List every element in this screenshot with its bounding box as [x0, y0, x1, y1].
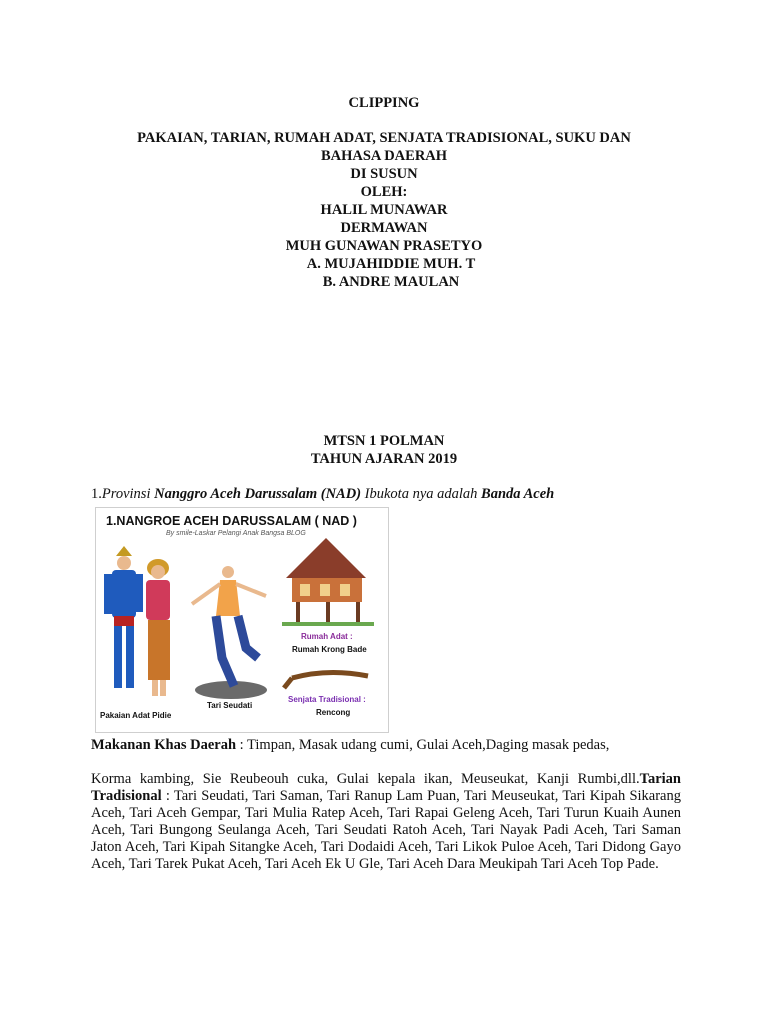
rencong-drawing	[284, 672, 368, 688]
cover-title	[0, 94, 768, 112]
clipping-title: CLIPPING	[348, 95, 420, 111]
makanan-label: Makanan Khas Daerah	[91, 737, 237, 753]
tarian-paragraph	[91, 771, 681, 873]
caption-rumah-adat-value: Rumah Krong Bade	[292, 645, 367, 654]
man-figure	[104, 546, 143, 688]
woman-figure	[146, 559, 170, 696]
author-name: DERMAWAN	[340, 220, 428, 236]
section-heading	[91, 486, 554, 503]
province-illustration	[95, 507, 389, 733]
tarian-label: Tarian Tradisional	[91, 771, 681, 804]
by-line: OLEH:	[360, 184, 408, 200]
caption-senjata-value: Rencong	[316, 708, 351, 717]
author-name: HALIL MUNAWAR	[320, 202, 448, 218]
school-name: MTSN 1 POLMAN	[323, 433, 445, 449]
province-name: Nanggro Aceh Darussalam (NAD)	[154, 486, 362, 502]
figure-title: 1.NANGROE ACEH DARUSSALAM ( NAD )	[106, 514, 357, 528]
caption-senjata-label: Senjata Tradisional :	[288, 695, 366, 704]
author-name: MUH GUNAWAN PRASETYO	[285, 238, 483, 254]
provinsi-label: Provinsi	[101, 486, 155, 502]
section-number: 1.	[91, 486, 102, 502]
cover-footer	[0, 432, 768, 468]
author-name: B. ANDRE MAULAN	[322, 274, 460, 290]
subject-line: PAKAIAN, TARIAN, RUMAH ADAT, SENJATA TRADISIONAL, SUKU DAN	[137, 130, 631, 146]
rumah-adat-drawing	[282, 538, 374, 626]
makanan-paragraph	[91, 737, 681, 754]
dancer-figure	[192, 566, 267, 699]
academic-year: TAHUN AJARAN 2019	[310, 451, 458, 467]
author-name: A. MUJAHIDDIE MUH. T	[306, 256, 476, 272]
caption-rumah-adat-label: Rumah Adat :	[301, 632, 353, 641]
caption-tari: Tari Seudati	[207, 701, 253, 710]
tarian-list: : Tari Seudati, Tari Saman, Tari Ranup Lam Puan, Tari Meuseukat, Tari Kipah Sikarang Aceh, Tari Aceh Gempar, Tari Mulia Ratep Aceh, Tari Rapai Geleng Aceh, Tari Turun Kuaih Aunen Aceh, Tari Bungong Seulanga Aceh, Tari Seudati Ratoh Aceh, Tari Nayak Padi Aceh, Tari Saman Jaton Aceh, Tari Kipah Sitangke Aceh, Tari Dodaidi Aceh, Tari Likok Puloe Aceh, Tari Didong Gayo Aceh, Tari Tarek Pukat Aceh, Tari Aceh Ek U Gle, Tari Aceh Dara Meukipah Tari Aceh Top Pade.	[91, 788, 681, 872]
cover-subject	[0, 129, 768, 291]
makanan-text: : Timpan, Masak udang cumi, Gulai Aceh,Daging masak pedas,	[236, 737, 610, 753]
ibukota-label: Ibukota nya adalah	[361, 486, 482, 502]
compiled-by-line: DI SUSUN	[350, 166, 418, 182]
figure-credit: By smile-Laskar Pelangi Anak Bangsa BLOG	[166, 530, 306, 537]
paragraph-text: Korma kambing, Sie Reubeouh cuka, Gulai kepala ikan, Meuseukat, Kanji Rumbi,dll.	[91, 771, 640, 787]
caption-pakaian-adat: Pakaian Adat Pidie	[100, 711, 172, 720]
subject-line: BAHASA DAERAH	[320, 148, 448, 164]
capital-name: Banda Aceh	[481, 486, 555, 502]
